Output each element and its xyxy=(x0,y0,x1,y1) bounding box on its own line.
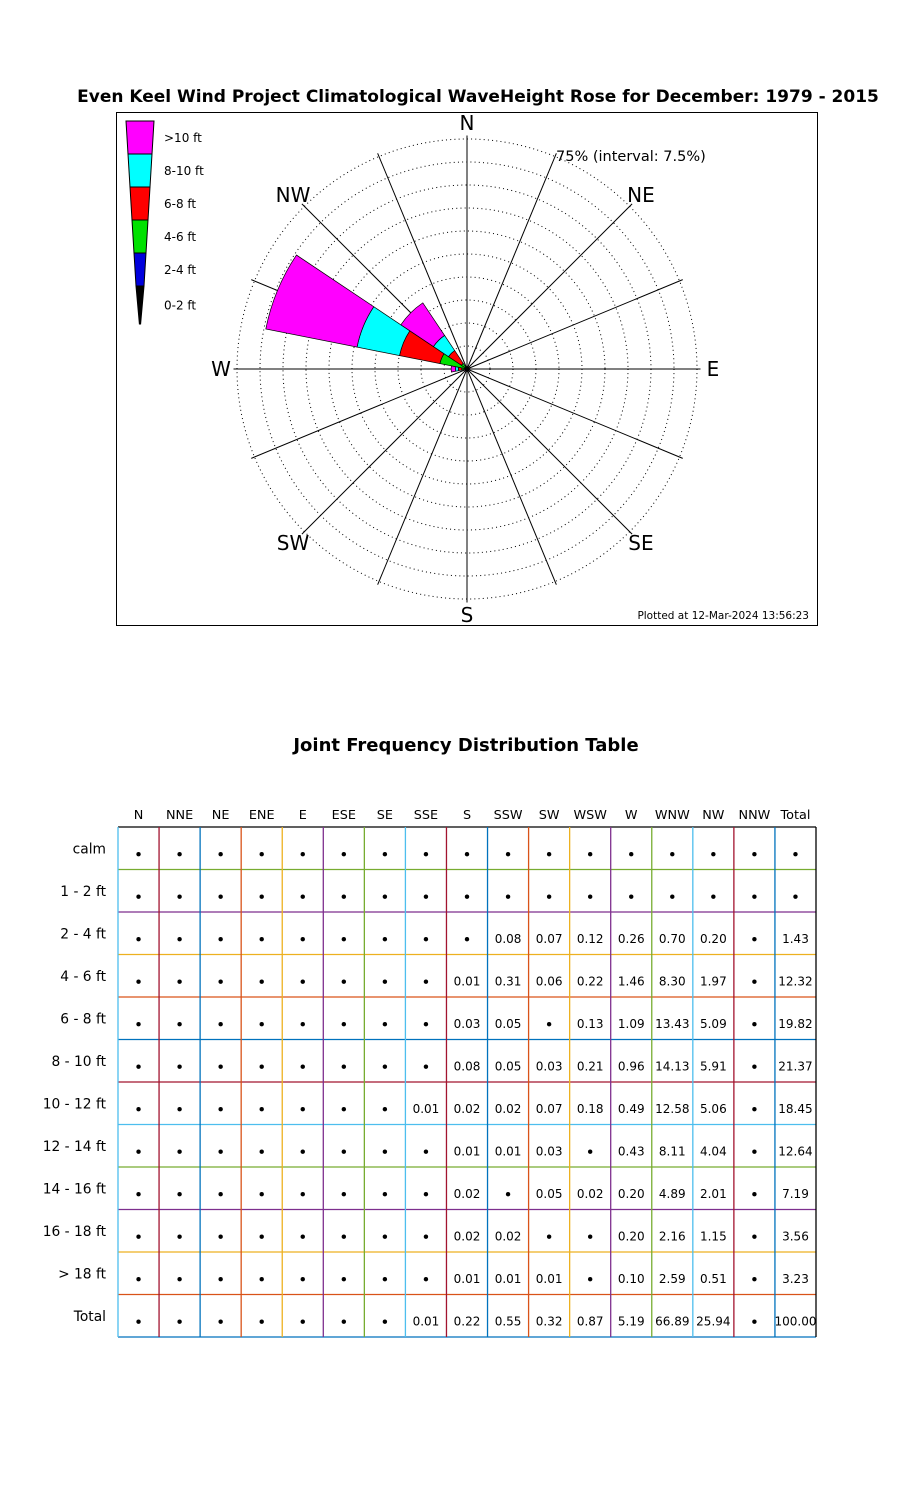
row-label-2-4ft: 2 - 4 ft xyxy=(60,926,106,943)
cell-S-r3: 0.01 xyxy=(453,974,481,989)
cell-dot-NNE-r2 xyxy=(177,937,181,941)
cell-dot-ESE-r0 xyxy=(342,852,346,856)
cell-dot-NE-r0 xyxy=(218,852,222,856)
rose-scale-annotation: 75% (interval: 7.5%) xyxy=(556,149,706,165)
cell-NW-r2: 0.20 xyxy=(699,932,727,947)
frequency-table-grid xyxy=(0,760,900,1360)
cell-dot-Total-r1 xyxy=(793,895,797,899)
row-label-calm: calm xyxy=(72,841,106,858)
cell-dot-NE-r11 xyxy=(218,1320,222,1324)
legend-swatch-0-2ft xyxy=(136,286,144,324)
cell-dot-ENE-r8 xyxy=(260,1192,264,1196)
col-header-SSE: SSE xyxy=(413,808,439,823)
cell-SW-r2: 0.07 xyxy=(535,932,563,947)
cell-dot-NNE-r5 xyxy=(177,1065,181,1069)
legend-swatch-8-10ft xyxy=(128,154,152,187)
cell-dot-NNW-r8 xyxy=(752,1192,756,1196)
cell-WNW-r7: 8.11 xyxy=(658,1144,686,1159)
cell-dot-NNE-r4 xyxy=(177,1022,181,1026)
cell-dot-SE-r0 xyxy=(383,852,387,856)
col-header-ESE: ESE xyxy=(331,808,356,823)
col-header-WSW: WSW xyxy=(573,808,607,823)
row-label-Total: Total xyxy=(73,1308,106,1325)
cell-S-r5: 0.08 xyxy=(453,1059,481,1074)
cell-SW-r10: 0.01 xyxy=(535,1272,563,1287)
col-header-S: S xyxy=(462,808,472,823)
cell-SSW-r11: 0.55 xyxy=(494,1314,522,1329)
cell-NW-r8: 2.01 xyxy=(699,1187,727,1202)
cell-dot-S-r2 xyxy=(465,937,469,941)
cell-dot-SSE-r5 xyxy=(424,1065,428,1069)
cell-SSW-r9: 0.02 xyxy=(494,1229,522,1244)
cell-Total-r9: 3.56 xyxy=(782,1229,809,1244)
cell-dot-N-r9 xyxy=(136,1235,140,1239)
cell-dot-WNW-r1 xyxy=(670,895,674,899)
rose-direction-label-NW: NW xyxy=(275,183,311,208)
cell-Total-r8: 7.19 xyxy=(782,1187,809,1202)
cell-S-r10: 0.01 xyxy=(453,1272,481,1287)
cell-dot-N-r1 xyxy=(136,895,140,899)
wave-rose-chart xyxy=(117,113,817,625)
cell-dot-N-r11 xyxy=(136,1320,140,1324)
cell-dot-NE-r1 xyxy=(218,895,222,899)
cell-dot-WSW-r0 xyxy=(588,852,592,856)
rose-wedge-WNW->10 ft xyxy=(266,255,374,347)
col-header-NW: NW xyxy=(702,808,725,823)
cell-WSW-r5: 0.21 xyxy=(576,1059,604,1074)
cell-dot-NNW-r5 xyxy=(752,1065,756,1069)
cell-dot-WSW-r1 xyxy=(588,895,592,899)
col-header-W: W xyxy=(624,808,638,823)
cell-SSE-r6: 0.01 xyxy=(412,1102,440,1117)
cell-SW-r7: 0.03 xyxy=(535,1144,563,1159)
cell-dot-NNW-r4 xyxy=(752,1022,756,1026)
cell-dot-ENE-r7 xyxy=(260,1150,264,1154)
cell-dot-W-r1 xyxy=(629,895,633,899)
col-header-SW: SW xyxy=(538,808,560,823)
cell-WNW-r11: 66.89 xyxy=(655,1314,690,1329)
cell-dot-SE-r3 xyxy=(383,980,387,984)
cell-dot-ESE-r9 xyxy=(342,1235,346,1239)
cell-dot-N-r6 xyxy=(136,1107,140,1111)
cell-dot-ENE-r9 xyxy=(260,1235,264,1239)
cell-WSW-r2: 0.12 xyxy=(576,932,604,947)
cell-dot-NNE-r10 xyxy=(177,1277,181,1281)
rose-wedge-W->10 ft xyxy=(451,366,456,372)
cell-dot-NE-r2 xyxy=(218,937,222,941)
legend-swatch->10ft xyxy=(126,121,154,154)
cell-Total-r2: 1.43 xyxy=(782,932,809,947)
cell-SW-r6: 0.07 xyxy=(535,1102,563,1117)
cell-dot-ENE-r1 xyxy=(260,895,264,899)
cell-NW-r4: 5.09 xyxy=(699,1017,727,1032)
cell-dot-WSW-r7 xyxy=(588,1150,592,1154)
rose-wedge-W-6-8 ft xyxy=(458,367,461,370)
cell-dot-ENE-r2 xyxy=(260,937,264,941)
cell-dot-E-r2 xyxy=(301,937,305,941)
cell-NW-r6: 5.06 xyxy=(699,1102,727,1117)
cell-dot-SE-r6 xyxy=(383,1107,387,1111)
rose-direction-label-W: W xyxy=(211,357,231,381)
cell-dot-NNE-r3 xyxy=(177,980,181,984)
cell-W-r11: 5.19 xyxy=(617,1314,645,1329)
cell-SW-r11: 0.32 xyxy=(535,1314,563,1329)
cell-dot-SSE-r1 xyxy=(424,895,428,899)
col-header-Total: Total xyxy=(780,808,811,823)
cell-dot-N-r3 xyxy=(136,980,140,984)
cell-dot-E-r5 xyxy=(301,1065,305,1069)
joint-frequency-table xyxy=(0,760,900,1360)
cell-dot-ESE-r6 xyxy=(342,1107,346,1111)
cell-dot-NNW-r1 xyxy=(752,895,756,899)
cell-dot-NNE-r1 xyxy=(177,895,181,899)
row-label-10-12ft: 10 - 12 ft xyxy=(42,1096,106,1113)
cell-WNW-r4: 13.43 xyxy=(655,1017,690,1032)
cell-W-r10: 0.10 xyxy=(617,1272,645,1287)
cell-dot-SSW-r0 xyxy=(506,852,510,856)
cell-SSW-r3: 0.31 xyxy=(494,974,522,989)
rose-plot-box xyxy=(116,112,818,626)
cell-WNW-r8: 4.89 xyxy=(658,1187,686,1202)
rose-direction-label-E: E xyxy=(706,357,720,381)
cell-dot-WSW-r10 xyxy=(588,1277,592,1281)
cell-S-r8: 0.02 xyxy=(453,1187,481,1202)
cell-dot-NE-r7 xyxy=(218,1150,222,1154)
table-title: Joint Frequency Distribution Table xyxy=(293,735,639,756)
cell-dot-N-r2 xyxy=(136,937,140,941)
cell-dot-NW-r0 xyxy=(711,852,715,856)
cell-dot-E-r1 xyxy=(301,895,305,899)
cell-W-r3: 1.46 xyxy=(617,974,645,989)
rose-chart-title: Even Keel Wind Project Climatological WaveHeight Rose for December: 1979 - 2015 xyxy=(77,87,879,107)
row-label-18ft: > 18 ft xyxy=(58,1266,106,1283)
cell-NW-r9: 1.15 xyxy=(699,1229,727,1244)
cell-dot-E-r6 xyxy=(301,1107,305,1111)
cell-W-r8: 0.20 xyxy=(617,1187,645,1202)
cell-dot-ENE-r3 xyxy=(260,980,264,984)
rose-direction-label-NE: NE xyxy=(627,183,655,208)
cell-SW-r3: 0.06 xyxy=(535,974,563,989)
rose-spoke-NE xyxy=(467,204,632,369)
cell-dot-SW-r1 xyxy=(547,895,551,899)
cell-dot-NNW-r11 xyxy=(752,1320,756,1324)
cell-dot-NE-r8 xyxy=(218,1192,222,1196)
cell-dot-ESE-r7 xyxy=(342,1150,346,1154)
cell-dot-SW-r9 xyxy=(547,1235,551,1239)
cell-dot-NNW-r3 xyxy=(752,980,756,984)
cell-dot-ESE-r5 xyxy=(342,1065,346,1069)
cell-dot-E-r4 xyxy=(301,1022,305,1026)
cell-dot-SE-r7 xyxy=(383,1150,387,1154)
cell-dot-ENE-r4 xyxy=(260,1022,264,1026)
cell-dot-WNW-r0 xyxy=(670,852,674,856)
cell-dot-E-r9 xyxy=(301,1235,305,1239)
cell-dot-S-r0 xyxy=(465,852,469,856)
cell-dot-NNW-r9 xyxy=(752,1235,756,1239)
cell-dot-NNW-r10 xyxy=(752,1277,756,1281)
cell-dot-NNE-r9 xyxy=(177,1235,181,1239)
cell-SSW-r2: 0.08 xyxy=(494,932,522,947)
cell-dot-N-r4 xyxy=(136,1022,140,1026)
cell-dot-NNW-r6 xyxy=(752,1107,756,1111)
cell-dot-SSE-r2 xyxy=(424,937,428,941)
legend-swatch-4-6ft xyxy=(132,220,148,253)
row-label-16-18ft: 16 - 18 ft xyxy=(42,1223,106,1240)
cell-dot-N-r5 xyxy=(136,1065,140,1069)
cell-dot-W-r0 xyxy=(629,852,633,856)
rose-direction-label-SW: SW xyxy=(276,530,310,555)
cell-dot-E-r7 xyxy=(301,1150,305,1154)
cell-WNW-r3: 8.30 xyxy=(658,974,686,989)
cell-NW-r3: 1.97 xyxy=(699,974,727,989)
cell-S-r11: 0.22 xyxy=(453,1314,481,1329)
cell-dot-SSE-r8 xyxy=(424,1192,428,1196)
cell-dot-ENE-r6 xyxy=(260,1107,264,1111)
cell-dot-NE-r10 xyxy=(218,1277,222,1281)
rose-direction-label-SE: SE xyxy=(628,530,654,555)
cell-dot-NW-r1 xyxy=(711,895,715,899)
rose-center-dot xyxy=(464,366,469,371)
col-header-NNW: NNW xyxy=(738,808,771,823)
legend-label: 0-2 ft xyxy=(164,298,197,313)
cell-SW-r5: 0.03 xyxy=(535,1059,563,1074)
cell-dot-E-r10 xyxy=(301,1277,305,1281)
cell-dot-ESE-r2 xyxy=(342,937,346,941)
cell-Total-r3: 12.32 xyxy=(778,974,813,989)
cell-dot-WSW-r9 xyxy=(588,1235,592,1239)
cell-W-r7: 0.43 xyxy=(617,1144,645,1159)
rose-direction-label-S: S xyxy=(460,603,474,625)
cell-dot-NE-r9 xyxy=(218,1235,222,1239)
cell-S-r6: 0.02 xyxy=(453,1102,481,1117)
col-header-ENE: ENE xyxy=(248,808,275,823)
cell-dot-SE-r8 xyxy=(383,1192,387,1196)
row-label-12-14ft: 12 - 14 ft xyxy=(42,1138,106,1155)
cell-dot-SSW-r1 xyxy=(506,895,510,899)
cell-WNW-r10: 2.59 xyxy=(658,1272,686,1287)
cell-dot-E-r0 xyxy=(301,852,305,856)
legend-swatch-6-8ft xyxy=(130,187,150,220)
cell-dot-NNW-r2 xyxy=(752,937,756,941)
rose-spoke-SSW xyxy=(378,369,467,585)
plotted-at-timestamp: Plotted at 12-Mar-2024 13:56:23 xyxy=(637,610,809,622)
cell-dot-E-r3 xyxy=(301,980,305,984)
col-header-N: N xyxy=(133,808,144,823)
cell-dot-NE-r3 xyxy=(218,980,222,984)
cell-SW-r8: 0.05 xyxy=(535,1187,563,1202)
cell-dot-ENE-r0 xyxy=(260,852,264,856)
cell-dot-E-r8 xyxy=(301,1192,305,1196)
cell-WSW-r11: 0.87 xyxy=(576,1314,604,1329)
cell-dot-NNE-r0 xyxy=(177,852,181,856)
row-label-14-16ft: 14 - 16 ft xyxy=(42,1181,106,1198)
cell-Total-r7: 12.64 xyxy=(778,1144,813,1159)
cell-dot-NE-r6 xyxy=(218,1107,222,1111)
rose-spoke-SW xyxy=(302,369,467,534)
cell-W-r4: 1.09 xyxy=(617,1017,645,1032)
cell-S-r7: 0.01 xyxy=(453,1144,481,1159)
rose-spoke-NNE xyxy=(467,153,556,369)
cell-WNW-r9: 2.16 xyxy=(658,1229,686,1244)
col-header-NE: NE xyxy=(211,808,230,823)
legend-label: 6-8 ft xyxy=(164,197,197,211)
cell-dot-NNE-r6 xyxy=(177,1107,181,1111)
cell-WSW-r6: 0.18 xyxy=(576,1102,604,1117)
cell-dot-NNW-r7 xyxy=(752,1150,756,1154)
cell-dot-SE-r11 xyxy=(383,1320,387,1324)
cell-dot-NE-r4 xyxy=(218,1022,222,1026)
cell-dot-NE-r5 xyxy=(218,1065,222,1069)
rose-spoke-SSE xyxy=(467,369,556,585)
col-header-WNW: WNW xyxy=(654,808,690,823)
cell-dot-SSE-r10 xyxy=(424,1277,428,1281)
cell-dot-NNE-r11 xyxy=(177,1320,181,1324)
col-header-E: E xyxy=(298,808,307,823)
cell-dot-N-r8 xyxy=(136,1192,140,1196)
rose-spoke-WSW xyxy=(251,369,467,458)
rose-wedge-W-8-10 ft xyxy=(455,367,458,372)
row-label-4-6ft: 4 - 6 ft xyxy=(60,968,106,985)
cell-dot-ENE-r10 xyxy=(260,1277,264,1281)
cell-dot-ESE-r1 xyxy=(342,895,346,899)
cell-Total-r6: 18.45 xyxy=(778,1102,813,1117)
cell-dot-SW-r4 xyxy=(547,1022,551,1026)
cell-W-r2: 0.26 xyxy=(617,932,645,947)
cell-WNW-r2: 0.70 xyxy=(658,932,686,947)
rose-direction-label-N: N xyxy=(459,113,475,135)
col-header-NNE: NNE xyxy=(165,808,194,823)
cell-dot-ESE-r4 xyxy=(342,1022,346,1026)
cell-WSW-r3: 0.22 xyxy=(576,974,604,989)
cell-dot-Total-r0 xyxy=(793,852,797,856)
cell-dot-ESE-r3 xyxy=(342,980,346,984)
cell-W-r9: 0.20 xyxy=(617,1229,645,1244)
cell-dot-SSE-r4 xyxy=(424,1022,428,1026)
legend-label: >10 ft xyxy=(164,131,202,145)
cell-dot-NNE-r7 xyxy=(177,1150,181,1154)
cell-SSE-r11: 0.01 xyxy=(412,1314,440,1329)
cell-dot-SE-r9 xyxy=(383,1235,387,1239)
legend-label: 4-6 ft xyxy=(164,230,197,244)
rose-spoke-SE xyxy=(467,369,632,534)
cell-dot-ENE-r5 xyxy=(260,1065,264,1069)
cell-W-r5: 0.96 xyxy=(617,1059,645,1074)
cell-dot-SSW-r8 xyxy=(506,1192,510,1196)
cell-dot-SSE-r9 xyxy=(424,1235,428,1239)
row-label-6-8ft: 6 - 8 ft xyxy=(60,1011,106,1028)
cell-NW-r10: 0.51 xyxy=(699,1272,727,1287)
cell-SSW-r7: 0.01 xyxy=(494,1144,522,1159)
cell-dot-ESE-r8 xyxy=(342,1192,346,1196)
cell-SSW-r4: 0.05 xyxy=(494,1017,522,1032)
cell-NW-r7: 4.04 xyxy=(699,1144,727,1159)
cell-Total-r4: 19.82 xyxy=(778,1017,813,1032)
cell-dot-ESE-r11 xyxy=(342,1320,346,1324)
legend-label: 2-4 ft xyxy=(164,263,197,277)
legend-swatch-2-4ft xyxy=(134,253,146,286)
cell-W-r6: 0.49 xyxy=(617,1102,645,1117)
cell-dot-N-r0 xyxy=(136,852,140,856)
cell-dot-ENE-r11 xyxy=(260,1320,264,1324)
legend-label: 8-10 ft xyxy=(164,164,204,178)
col-header-SE: SE xyxy=(376,808,393,823)
cell-Total-r5: 21.37 xyxy=(778,1059,813,1074)
cell-WSW-r4: 0.13 xyxy=(576,1017,604,1032)
cell-SSW-r10: 0.01 xyxy=(494,1272,522,1287)
cell-WSW-r8: 0.02 xyxy=(576,1187,604,1202)
cell-dot-SSE-r7 xyxy=(424,1150,428,1154)
cell-SSW-r6: 0.02 xyxy=(494,1102,522,1117)
cell-NW-r5: 5.91 xyxy=(699,1059,727,1074)
cell-WNW-r6: 12.58 xyxy=(655,1102,690,1117)
cell-dot-SE-r5 xyxy=(383,1065,387,1069)
cell-dot-N-r7 xyxy=(136,1150,140,1154)
row-label-1-2ft: 1 - 2 ft xyxy=(60,883,106,900)
col-header-SSW: SSW xyxy=(493,808,523,823)
cell-dot-E-r11 xyxy=(301,1320,305,1324)
cell-dot-N-r10 xyxy=(136,1277,140,1281)
cell-SSW-r5: 0.05 xyxy=(494,1059,522,1074)
cell-dot-ESE-r10 xyxy=(342,1277,346,1281)
cell-S-r4: 0.03 xyxy=(453,1017,481,1032)
cell-dot-SSE-r3 xyxy=(424,980,428,984)
cell-dot-SSE-r0 xyxy=(424,852,428,856)
cell-dot-SE-r10 xyxy=(383,1277,387,1281)
cell-Total-r11: 100.00 xyxy=(774,1314,817,1329)
cell-dot-SE-r2 xyxy=(383,937,387,941)
cell-dot-SE-r1 xyxy=(383,895,387,899)
cell-WNW-r5: 14.13 xyxy=(655,1059,690,1074)
cell-S-r9: 0.02 xyxy=(453,1229,481,1244)
cell-dot-S-r1 xyxy=(465,895,469,899)
cell-dot-SW-r0 xyxy=(547,852,551,856)
cell-dot-NNW-r0 xyxy=(752,852,756,856)
cell-dot-SE-r4 xyxy=(383,1022,387,1026)
cell-Total-r10: 3.23 xyxy=(782,1272,809,1287)
cell-dot-NNE-r8 xyxy=(177,1192,181,1196)
cell-NW-r11: 25.94 xyxy=(696,1314,731,1329)
row-label-8-10ft: 8 - 10 ft xyxy=(51,1053,106,1070)
rose-spoke-ENE xyxy=(467,280,683,369)
